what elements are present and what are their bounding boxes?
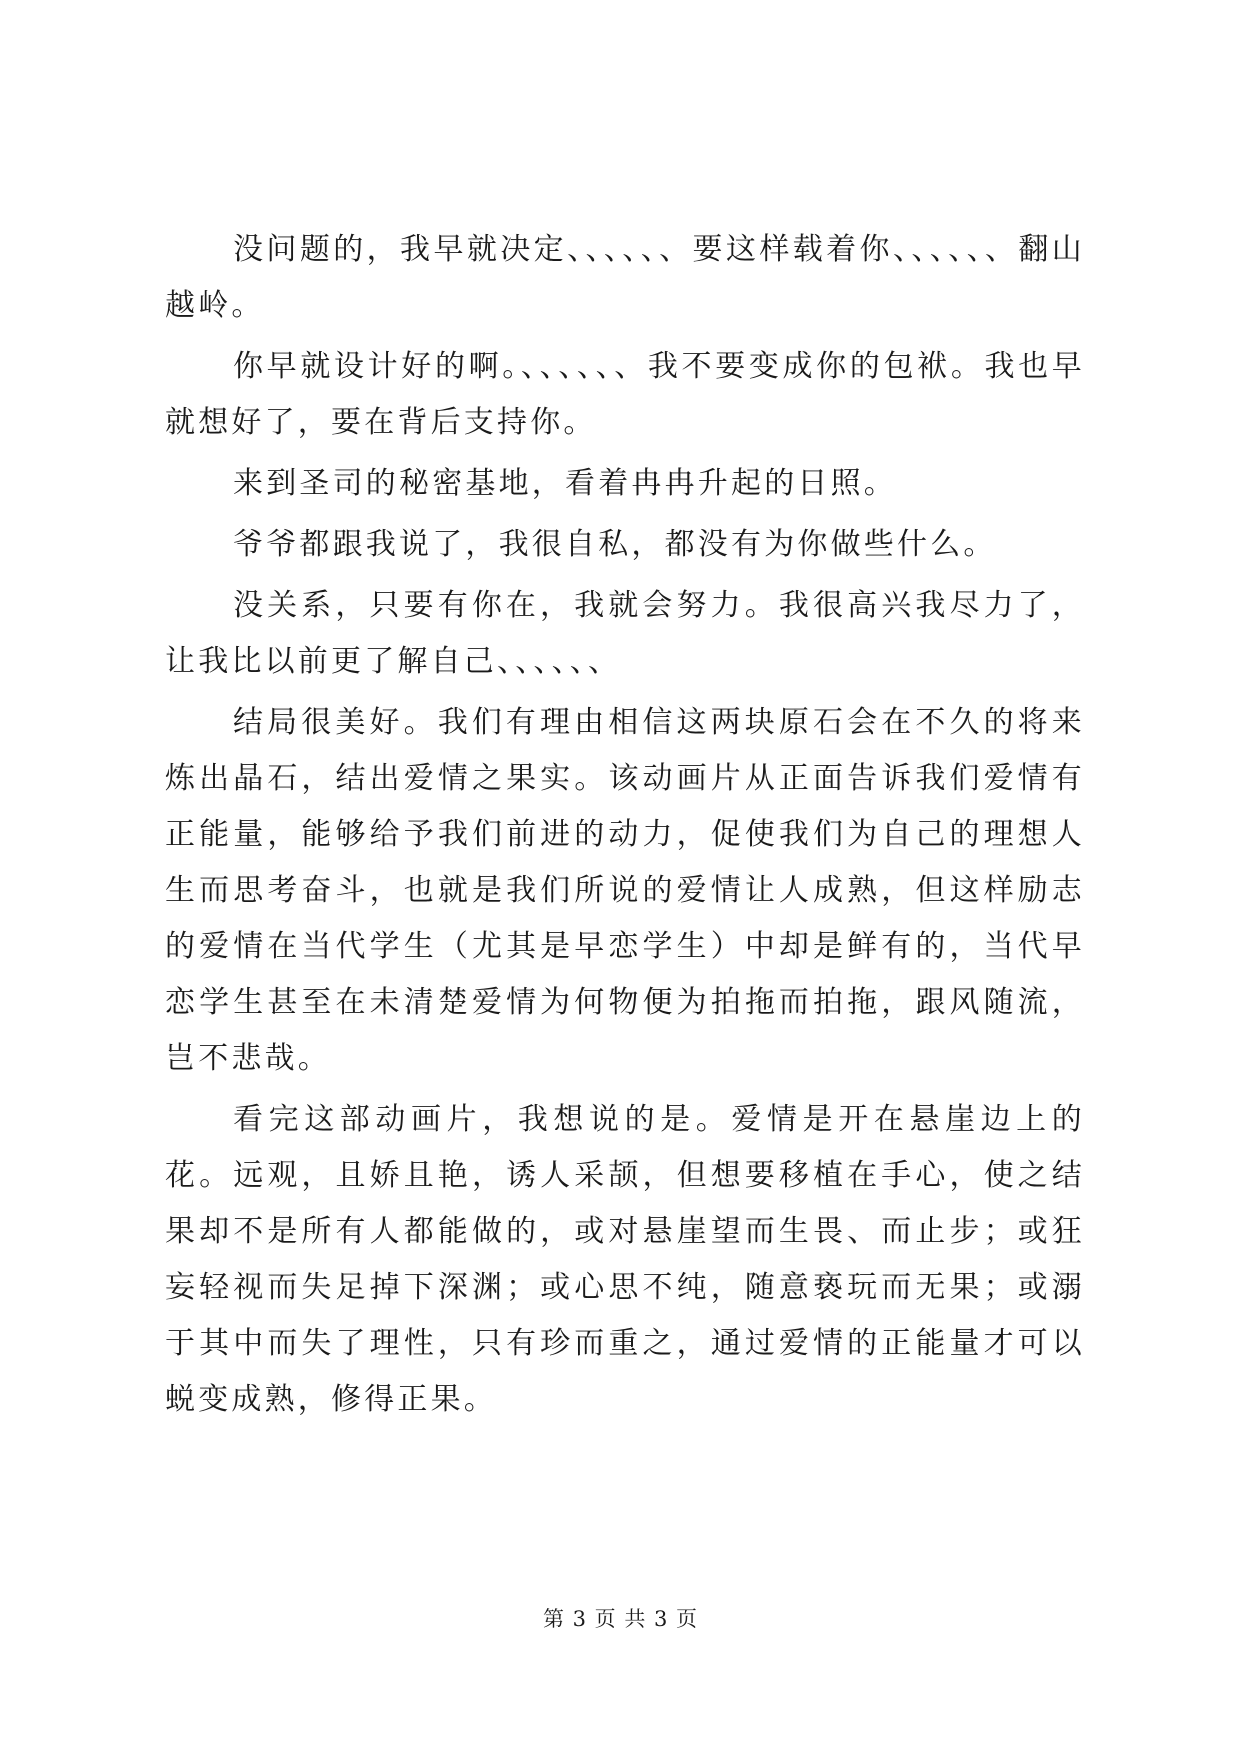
paragraph: 你早就设计好的啊。、、、、、、我不要变成你的包袱。我也早就想好了，要在背后支持你。 <box>165 349 1085 440</box>
paragraph: 看完这部动画片，我想说的是。爱情是开在悬崖边上的花。远观，且娇且艳，诱人采颉，但想要移植在手心，使之结果却不是所有人都能做的，或对悬崖望而生畏、而止步；或狂妄轻视而失足掉下深渊；或心思不纯，随意亵玩而无果；或溺于其中而失了理性，只有珍而重之，通过爱情的正能量才可以蜕变成熟，修得正果。 <box>165 1102 1085 1417</box>
paragraph: 爷爷都跟我说了，我很自私，都没有为你做些什么。 <box>233 527 997 562</box>
paragraph: 来到圣司的秘密基地，看着冉冉升起的日照。 <box>233 466 897 501</box>
page-footer: 第 3 页 共 3 页 <box>542 1607 699 1631</box>
paragraph: 没问题的，我早就决定、、、、、、要这样载着你、、、、、、翻山越岭。 <box>165 232 1085 323</box>
paragraph: 没关系，只要有你在，我就会努力。我很高兴我尽力了，让我比以前更了解自己、、、、、、 <box>165 588 1085 679</box>
document-body <box>165 222 1085 1428</box>
paragraph: 结局很美好。我们有理由相信这两块原石会在不久的将来炼出晶石，结出爱情之果实。该动画片从正面告诉我们爱情有正能量，能够给予我们前进的动力，促使我们为自己的理想人生而思考奋斗，也就是我们所说的爱情让人成熟，但这样励志的爱情在当代学生（尤其是早恋学生）中却是鲜有的，当代早恋学生甚至在未清楚爱情为何物便为拍拖而拍拖，跟风随流，岂不悲哉。 <box>165 705 1085 1076</box>
